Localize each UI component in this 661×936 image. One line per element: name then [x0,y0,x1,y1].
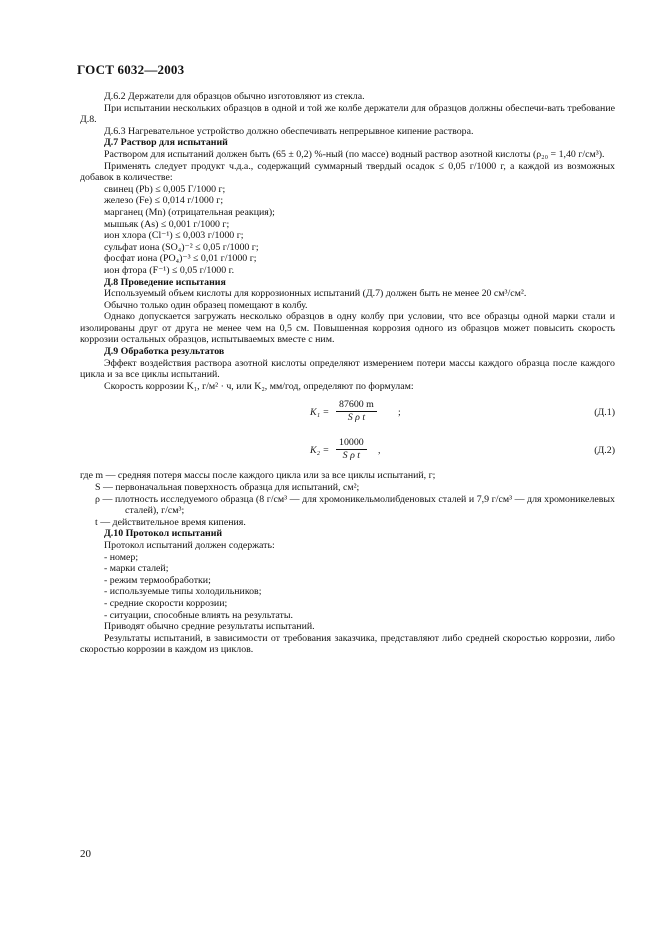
paragraph-multiple-samples: Однако допускается загружать несколько образцов в одну колбу при условии, что все образцы одной марки стали и изолированы друг от друга не менее чем на 0,5 см. Повышенная коррозия одного из образцов может повысить скорость коррозии остальных образцов, испытываемых вместе с ним. [80,311,615,346]
protocol-item-average-rates: - средние скорости коррозии; [104,597,228,609]
heading-d8: Д.8 Проведение испытания [104,276,226,288]
formula-d2-punct: , [378,445,381,457]
heading-d10: Д.10 Протокол испытаний [104,528,223,540]
formula-d1-numerator: 87600 m [336,399,377,412]
paragraph-results-presentation: Результаты испытаний, в зависимости от требования заказчика, представляют либо средней скоростью коррозии, либо скоростью коррозии в каждом из циклов. [80,632,615,656]
heading-d9: Д.9 Обработка результатов [104,346,225,358]
formula-d1-denominator: S ρ t [347,412,366,424]
formula-d1-lhs: K₁ = [310,407,330,419]
paragraph-one-sample: Обычно только один образец помещают в колбу. [104,299,308,311]
protocol-item-number: - номер; [104,551,139,563]
formula-d2-lhs: K₂ = [310,445,330,457]
additive-chloride: ион хлора (Cl⁻¹) ≤ 0,003 г/1000 г; [104,230,244,242]
heading-d7: Д.7 Раствор для испытаний [104,137,228,149]
additive-lead: свинец (Pb) ≤ 0,005 Г/1000 г; [104,183,226,195]
where-m: где m — средняя потеря массы после каждого цикла или за все циклы испытаний, г; [80,470,436,482]
paragraph-d62: Д.6.2 Держатели для образцов обычно изготовляют из стекла. [104,91,365,102]
additive-phosphate: фосфат иона (PO₄)⁻³ ≤ 0,01 г/1000 г; [104,253,257,265]
paragraph-d63: Д.6.3 Нагревательное устройство должно обеспечивать непрерывное кипение раствора. [104,125,474,137]
paragraph-average-results: Приводят обычно средние результаты испытаний. [104,621,315,633]
formula-d1-punct: ; [398,407,401,419]
paragraph-protocol: Протокол испытаний должен содержать: [104,540,275,551]
formula-d2-numerator: 10000 [336,437,367,450]
formula-d2-number: (Д.2) [594,445,615,457]
additive-fluoride: ион фтора (F⁻¹) ≤ 0,05 г/1000 г. [104,264,235,276]
protocol-item-condensers: - используемые типы холодильников; [104,586,262,598]
where-s: S — первоначальная поверхность образца для испытаний, см²; [95,482,360,494]
protocol-item-steel-grades: - марки сталей; [104,563,169,575]
formula-d1-number: (Д.1) [594,407,615,419]
formula-d2 [80,437,615,463]
paragraph-holders: При испытании нескольких образцов в одной и той же колбе держатели для образцов должны обеспечи-вать требование Д.8. [80,102,615,126]
protocol-item-situations: - ситуации, способные влиять на результаты. [104,609,293,621]
document-header: ГОСТ 6032—2003 [77,62,185,77]
paragraph-acid-volume: Используемый объем кислоты для коррозионных испытаний (Д.7) должен быть не менее 20 см³/см². [104,288,527,300]
page-body [80,91,615,656]
where-rho: ρ — плотность исследуемого образца (8 г/см³ — для хромоникельмолибденовых сталей и 7,9 г/см³ — для хромоникелевых сталей), г/см³; [95,493,615,517]
additive-sulfate: сульфат иона (SO₄)⁻² ≤ 0,05 г/1000 г; [104,241,259,253]
protocol-item-heat-treatment: - режим термообработки; [104,574,211,586]
paragraph-corrosion-rate: Скорость коррозии K₁, г/м² · ч, или K₂, мм/год, определяют по формулам: [104,380,414,392]
paragraph-effect: Эффект воздействия раствора азотной кислоты определяют измерением потери массы каждого образца после каждого цикла и за все циклы испытаний. [80,357,615,381]
formula-d2-fraction [336,437,367,461]
paragraph-reagent: Применять следует продукт ч.д.а., содержащий суммарный твердый осадок ≤ 0,05 г/1000 г, а каждой из возможных добавок в количестве: [80,160,615,184]
page-number: 20 [80,848,91,860]
formula-d1 [80,399,615,425]
formula-d1-fraction [336,399,377,423]
paragraph-solution: Раствором для испытаний должен быть (65 ± 0,2) %-ный (по массе) водный раствор азотной кислоты (ρ₂₀ = 1,40 г/см³). [104,148,605,160]
additive-arsenic: мышьяк (As) ≤ 0,001 г/1000 г; [104,218,230,230]
additive-manganese: марганец (Mn) (отрицательная реакция); [104,206,275,218]
formula-d2-denominator: S ρ t [342,450,361,462]
where-t: t — действительное время кипения. [95,516,246,528]
additive-iron: железо (Fe) ≤ 0,014 г/1000 г; [104,195,224,207]
